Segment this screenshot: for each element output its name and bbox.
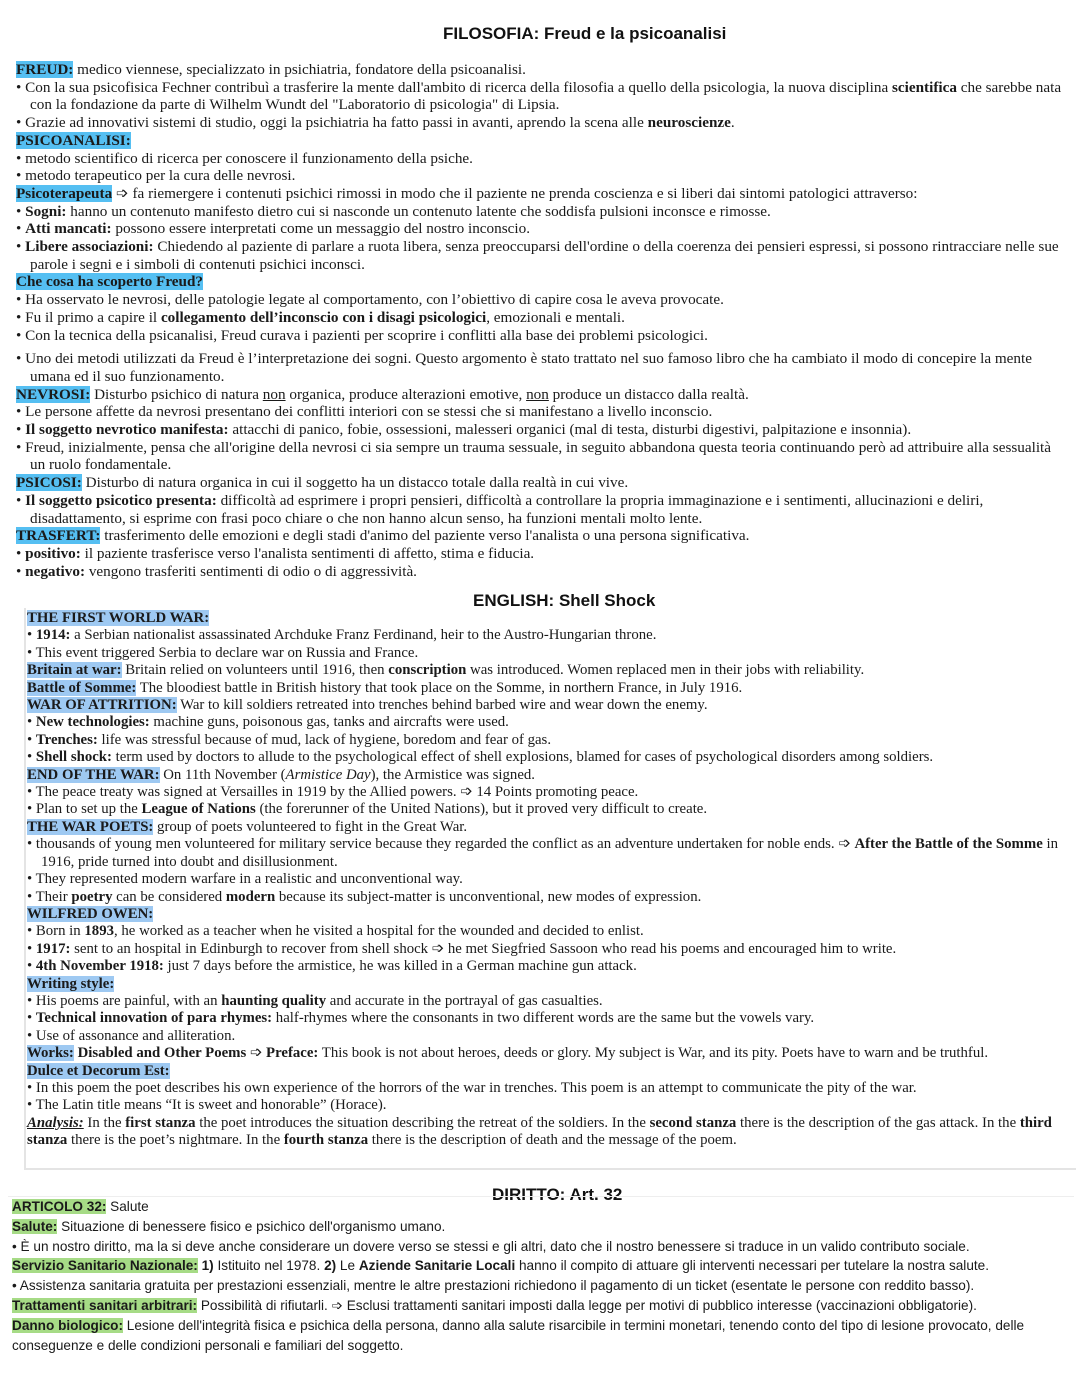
poets-paragraph: [27, 819, 1064, 836]
danno-paragraph: [12, 1316, 1068, 1356]
diritto-title: DIRITTO: Art. 32: [492, 1185, 623, 1204]
owen-b2-text: sent to an hospital in Edinburgh to recover from shell shock ➩ he met Siegfried Sassoon who read his poems and encouraged him to write.: [70, 940, 897, 957]
nevrosi-b2-text: attacchi di panico, fobie, ossessioni, malesseri organici (mal di testa, disturbi digestivi, palpitazione e insonnia).: [228, 421, 912, 439]
analysis-label: Analysis:: [27, 1114, 84, 1131]
end-b2-end: (the forerunner of the United Nations), but it proved very difficult to create.: [255, 801, 708, 818]
english-section: [27, 610, 1064, 1150]
scoperta-b2-text: Fu il primo a capire il: [25, 308, 161, 326]
britain-t2: was introduced. Women replaced men in their jobs with reliability.: [466, 662, 865, 679]
attrition-b2-text: life was stressful because of mud, lack of hygiene, boredom and fear of gas.: [97, 731, 552, 748]
trasfert-pos-label: positivo:: [25, 544, 81, 562]
works-paragraph: [27, 1045, 1064, 1062]
attrition-b3-text: term used by doctors to allude to the psychological effect of shell explosions, blamed for cases of psychological disorders among soldiers.: [111, 749, 934, 766]
end-b2-bold: League of Nations: [141, 801, 256, 818]
ww1-b1-bold: 1914:: [35, 627, 71, 644]
scoperta-b1: Ha osservato le nevrosi, delle patologie legate al comportamento, con l’obiettivo di capire cosa le aveva provocate.: [25, 291, 724, 309]
list-item: • This event triggered Serbia to declare war on Russia and France.: [27, 644, 419, 661]
works-bold1: Disabled and Other Poems: [73, 1045, 247, 1062]
ssn-t2: Le: [336, 1258, 359, 1274]
analysis-bold4: fourth stanza: [283, 1132, 369, 1149]
ssn-paragraph: [12, 1256, 1068, 1276]
britain-t1: Britain relied on volunteers until 1916, then: [121, 662, 389, 679]
dulce-b1: In this poem the poet describes his own experience of the horrors of the war in trenches. This poem is an attempt to communicate the pity of the war.: [35, 1079, 917, 1096]
ssn-bold: Aziende Sanitarie Locali: [358, 1258, 516, 1274]
poets-b1-text: thousands of young men volunteered for military service because they regarded the conflict as an adventure undertaken for noble ends. ➩: [35, 836, 855, 853]
poets-b3-end: because its subject-matter is unconventional, new modes of expression.: [275, 888, 702, 905]
ww1-label: THE FIRST WORLD WAR:: [27, 610, 210, 626]
salute-b1: È un nostro diritto, ma la si deve anche considerare un dovere verso se stessi e gli altri, dato che il nostro benessere si traduce in un valido contributo sociale.: [20, 1238, 970, 1254]
psicoanalisi-label: PSICOANALISI:: [16, 131, 131, 149]
list-item: • Libere associazioni: Chiedendo al paziente di parlare a ruota libera, senza preoccuparsi dell'ordine o della coerenza dei pensieri espressi, si possono rintracciare nelle sue parole i segni e i simboli di contenuti psichici inconsci.: [16, 238, 1059, 273]
freud-b1-bold: scientifica: [891, 78, 957, 96]
list-item: • Il soggetto psicotico presenta: difficoltà ad esprimere i propri pensieri, difficoltà a controllare la propria immaginazione e i sentimenti, allucinazioni e deliri, disadattamento, si esprime con frasi poco chiare o che non hanno alcun senso, ha funzioni mentali molto lente.: [16, 491, 984, 527]
list-item: • Ha osservato le nevrosi, delle patologie legate al comportamento, con l’obiettivo di capire cosa le aveva provocate.: [16, 291, 724, 309]
list-item: • New technologies: machine guns, poisonous gas, tanks and aircrafts were used.: [27, 714, 509, 731]
psicosi-label: PSICOSI:: [16, 474, 82, 492]
nevrosi-b3: Freud, inizialmente, pensa che all'origine della nevrosi ci sia sempre un trauma sessuale, in seguito abbandona questa teoria continuando però ad attribuire alla sessualità un ruolo fondamentale.: [25, 438, 1051, 474]
style-b1-bold: haunting quality: [221, 992, 327, 1009]
list-item: • Use of assonance and alliteration.: [27, 1027, 236, 1044]
psicosi-paragraph: [16, 474, 1066, 492]
list-item: • The Latin title means “It is sweet and honorable” (Horace).: [27, 1097, 387, 1114]
poets-b3-mid: can be considered: [112, 888, 226, 905]
psicoanalisi-b2: metodo terapeutico per la cura delle nevrosi.: [25, 167, 296, 185]
list-item: • Technical innovation of para rhymes: half-rhymes where the consonants in two different words are the same but the vowels vary.: [27, 1010, 815, 1027]
trasfert-pos-text: il paziente trasferisce verso l'analista sentimenti di affetto, stima e fiducia.: [80, 544, 535, 562]
dulce-heading: [27, 1063, 1064, 1080]
nevrosi-t1: Disturbo psichico di natura: [90, 385, 263, 403]
freud-b2-text: Grazie ad innovativi sistemi di studio, oggi la psichiatria ha fatto passi in avanti, aprendo la scena alle: [25, 114, 648, 132]
freud-b2-end: .: [730, 114, 735, 132]
poets-text: group of poets volunteered to fight in the Great War.: [153, 818, 468, 835]
articolo-paragraph: [12, 1197, 1068, 1217]
end-italic: Armistice Day: [285, 766, 371, 783]
list-item: • metodo terapeutico per la cura delle nevrosi.: [16, 167, 296, 185]
poets-label: THE WAR POETS:: [27, 818, 154, 835]
trasfert-text: trasferimento delle emozioni e degli stadi d'animo del paziente verso l'analista o una persona significativa.: [100, 527, 750, 545]
trasfert-paragraph: [16, 527, 1066, 545]
articolo-label: ARTICOLO 32:: [12, 1199, 107, 1214]
analysis-t5: there is the description of death and the message of the poem.: [368, 1132, 737, 1149]
scoperta-b2-end: , emozionali e mentali.: [486, 308, 625, 326]
style-b1-text: His poems are painful, with an: [35, 992, 222, 1009]
list-item: • Uno dei metodi utilizzati da Freud è l’interpretazione dei sogni. Questo argomento è stato trattato nel suo famoso libro che ha cambiato il modo di concepire la mente umana ed il suo funzionamento.: [16, 350, 1032, 385]
attrition-paragraph: [27, 697, 1064, 714]
list-item: • They represented modern warfare in a realistic and unconventional way.: [27, 871, 463, 888]
ww1-heading: [27, 610, 1064, 627]
ssn-b1: Assistenza sanitaria gratuita per prestazioni essenziali, mentre le altre prestazioni richiedono il pagamento di un ticket (esentate le persone con reddito basso).: [19, 1278, 975, 1294]
ssn-t1: Istituito nel 1978.: [213, 1258, 325, 1274]
trasfert-neg-text: vengono trasferiti sentimenti di odio o di aggressività.: [85, 562, 417, 580]
owen-b3-bold: 4th November 1918:: [35, 958, 164, 975]
freud-text: medico viennese, specializzato in psichiatria, fondatore della psicoanalisi.: [73, 61, 526, 78]
diritto-section: [12, 1197, 1068, 1355]
works-text: This book is not about heroes, deeds or glory. My subject is War, and its pity. Poets have to warn and be truthful.: [318, 1045, 989, 1062]
analysis-bold3: third stanza: [27, 1114, 1052, 1149]
britain-bold: conscription: [388, 662, 467, 679]
salute-label: Salute:: [12, 1218, 58, 1234]
psicoterapeuta-label: Psicoterapeuta: [16, 184, 113, 202]
freud-label: FREUD:: [16, 61, 74, 78]
psicosi-text: Disturbo di natura organica in cui il soggetto ha un distacco totale dalla realtà in cui vive.: [81, 474, 629, 492]
attrition-b3-bold: Shell shock:: [35, 749, 112, 766]
owen-b1-bold: 1893: [84, 923, 114, 940]
attrition-b1-text: machine guns, poisonous gas, tanks and aircrafts were used.: [149, 714, 509, 731]
end-t1: On 11th November (: [159, 766, 286, 783]
list-item: • È un nostro diritto, ma la si deve anche considerare un dovere verso se stessi e gli altri, dato che il nostro benessere si traduce in un valido contributo sociale.: [12, 1238, 970, 1254]
attrition-b1-bold: New technologies:: [35, 714, 150, 731]
list-item: • Fu il primo a capire il collegamento dell’inconscio con i disagi psicologici, emozionali e mentali.: [16, 308, 625, 326]
style-b3: Use of assonance and alliteration.: [35, 1027, 236, 1044]
list-item: • 4th November 1918: just 7 days before the armistice, he was killed in a German machine gun attack.: [27, 958, 637, 975]
list-item: • The peace treaty was signed at Versailles in 1919 by the Allied powers. ➩ 14 Points promoting peace.: [27, 784, 639, 801]
freud-b1-text-end: che sarebbe nata con la fondazione da parte di Wilhelm Wundt del "Laboratorio di psicologia" di Lipsia.: [30, 78, 1062, 114]
psicosi-b1-bold: Il soggetto psicotico presenta:: [25, 491, 217, 509]
dulce-b2: The Latin title means “It is sweet and honorable” (Horace).: [35, 1097, 387, 1114]
analysis-t4: there is the poet’s nightmare. In the: [67, 1132, 284, 1149]
end-b2-text: Plan to set up the: [35, 801, 142, 818]
list-item: • Trenches: life was stressful because of mud, lack of hygiene, boredom and fear of gas.: [27, 731, 552, 748]
list-item: • Freud, inizialmente, pensa che all'origine della nevrosi ci sia sempre un trauma sessuale, in seguito abbandona questa teoria continuando però ad attribuire alla sessualità un ruolo fondamentale.: [16, 438, 1051, 474]
sogni-label: Sogni:: [25, 202, 67, 220]
nevrosi-b2-bold: Il soggetto nevrotico manifesta:: [25, 421, 229, 439]
english-title: ENGLISH: Shell Shock: [473, 591, 656, 610]
list-item: • 1914: a Serbian nationalist assassinated Archduke Franz Ferdinand, heir to the Austro-Hungarian throne.: [27, 627, 657, 644]
list-item: • Sogni: hanno un contenuto manifesto dietro cui si nasconde un contenuto latente che soddisfa pulsioni inconsce e rimosse.: [16, 202, 771, 220]
works-bold2: Preface:: [266, 1045, 319, 1062]
scoperta-label: Che cosa ha scoperto Freud?: [16, 273, 204, 291]
owen-heading: [27, 906, 1064, 923]
scoperta-heading: [16, 273, 1066, 291]
freud-paragraph: [16, 61, 1066, 79]
trattamenti-label: Trattamenti sanitari arbitrari:: [12, 1297, 198, 1313]
analysis-bold2: second stanza: [649, 1114, 737, 1131]
nevrosi-label: NEVROSI:: [16, 385, 91, 403]
somme-text: The bloodiest battle in British history that took place on the Somme, in northern France, in July 1916.: [136, 679, 743, 696]
articolo-text: Salute: [106, 1199, 149, 1214]
owen-b1-text: Born in: [35, 923, 85, 940]
list-item: • metodo scientifico di ricerca per conoscere il funzionamento della psiche.: [16, 149, 473, 167]
dulce-label: Dulce et Decorum Est:: [27, 1062, 170, 1079]
britain-label: Britain at war:: [27, 662, 122, 679]
end-b1: The peace treaty was signed at Versailles in 1919 by the Allied powers. ➩ 14 Points promoting peace.: [35, 784, 639, 801]
scoperta-b3: Con la tecnica della psicanalisi, Freud curava i pazienti per scoprire i conflitti alla base dei problemi psicologici.: [25, 326, 708, 344]
poets-b1-bold: After the Battle of the Somme: [854, 836, 1043, 853]
list-item: • Assistenza sanitaria gratuita per prestazioni essenziali, mentre le altre prestazioni richiedono il pagamento di un ticket (esentate le persone con reddito basso).: [12, 1278, 975, 1294]
trasfert-label: TRASFERT:: [16, 527, 101, 545]
analysis-bold1: first stanza: [125, 1114, 196, 1131]
owen-b2-bold: 1917:: [35, 940, 71, 957]
libere-label: Libere associazioni:: [25, 238, 154, 256]
attrition-label: WAR OF ATTRITION:: [27, 697, 177, 714]
ww1-b2: This event triggered Serbia to declare war on Russia and France.: [35, 644, 419, 661]
analysis-t3: there is the description of the gas attack. In the: [736, 1114, 1020, 1131]
list-item: • Con la sua psicofisica Fechner contribuì a trasferire la mente dall'ambito di ricerca della filosofia a quello della psicologia, la nuova disciplina scientifica che sarebbe nata con la fondazione da parte di Wilhelm Wundt del "Laboratorio di psicologia" di Lipsia.: [16, 78, 1062, 114]
psicoanalisi-b1: metodo scientifico di ricerca per conoscere il funzionamento della psiche.: [25, 149, 473, 167]
psicosi-b1-text: difficoltà ad esprimere i propri pensieri, difficoltà a controllare la propria immaginazione e i sentimenti, allucinazioni e deliri, disadattamento, si esprime con frasi poco chiare o che non hanno alcun senso, ha funzioni mentali molto lente.: [30, 491, 984, 527]
list-item: • His poems are painful, with an haunting quality and accurate in the portrayal of gas casualties.: [27, 992, 603, 1009]
poets-b3-bold2: modern: [225, 888, 276, 905]
style-b2-bold: Technical innovation of para rhymes:: [35, 1010, 273, 1027]
trattamenti-text: Possibilità di rifiutarli. ➩ Esclusi trattamenti sanitari imposti dalla legge per motivi di pubblico interesse (vaccinazioni obbligatorie).: [197, 1297, 977, 1313]
ww1-b1-text: a Serbian nationalist assassinated Archduke Franz Ferdinand, heir to the Austro-Hungarian throne.: [70, 627, 657, 644]
list-item: • positivo: il paziente trasferisce verso l'analista sentimenti di affetto, stima e fiducia.: [16, 544, 535, 562]
works-label: Works:: [27, 1045, 74, 1062]
attrition-text: War to kill soldiers retreated into trenches behind barbed wire and wear down the enemy.: [176, 697, 708, 714]
works-arrow: ➩: [246, 1045, 267, 1062]
poets-b2: They represented modern warfare in a realistic and unconventional way.: [35, 871, 463, 888]
ssn-label: Servizio Sanitario Nazionale:: [12, 1258, 198, 1274]
list-item: • In this poem the poet describes his own experience of the horrors of the war in trenches. This poem is an attempt to communicate the pity of the war.: [27, 1079, 917, 1096]
trasfert-neg-label: negativo:: [25, 562, 86, 580]
nevrosi-paragraph: [16, 386, 1066, 404]
poets-b1-end: in 1916, pride turned into doubt and disillusionment.: [41, 836, 1058, 870]
owen-b3-text: just 7 days before the armistice, he was killed in a German machine gun attack.: [163, 958, 637, 975]
list-item: • Atti mancati: possono essere interpretati come un messaggio del nostro inconscio.: [16, 220, 530, 238]
scoperta-b4: Uno dei metodi utilizzati da Freud è l’interpretazione dei sogni. Questo argomento è stato trattato nel suo famoso libro che ha cambiato il modo di concepire la mente umana ed il suo funzionamento.: [25, 350, 1032, 385]
somme-paragraph: [27, 680, 1064, 697]
danno-text: Lesione dell'integrità fisica e psichica della persona, danno alla salute risarcibile in termini monetari, tenendo conto del tipo di lesione provocato, delle conseguenze e delle condizioni personali e familiari del soggetto.: [12, 1317, 1025, 1353]
danno-label: Danno biologico:: [12, 1317, 124, 1333]
analysis-t2: the poet introduces the situation describing the retreat of the soldiers. In the: [195, 1114, 650, 1131]
analysis-t1: In the: [83, 1114, 126, 1131]
salute-paragraph: [12, 1217, 1068, 1237]
sogni-text: hanno un contenuto manifesto dietro cui si nasconde un contenuto latente che soddisfa pulsioni inconsce e rimosse.: [66, 202, 771, 220]
atti-label: Atti mancati:: [25, 220, 112, 238]
poets-b3-text: Their: [35, 888, 72, 905]
psicoanalisi-heading: [16, 132, 1066, 150]
psicoterapeuta-text: ➩ fa riemergere i contenuti psichici rimossi in modo che il paziente ne prenda coscienza e si liberi dai sintomi patologici attraverso:: [112, 184, 918, 202]
list-item: • Il soggetto nevrotico manifesta: attacchi di panico, fobie, ossessioni, malesseri organici (mal di testa, disturbi digestivi, palpitazione e insonnia).: [16, 421, 912, 439]
list-item: • 1917: sent to an hospital in Edinburgh to recover from shell shock ➩ he met Siegfried Sassoon who read his poems and encouraged him to write.: [27, 940, 897, 957]
freud-b1-text: Con la sua psicofisica Fechner contribuì a trasferire la mente dall'ambito di ricerca della filosofia a quello della psicologia, la nuova disciplina: [25, 78, 892, 96]
salute-text: Situazione di benessere fisico e psichico dell'organismo umano.: [57, 1218, 446, 1234]
somme-label: Battle of Somme:: [27, 679, 137, 696]
list-item: • Born in 1893, he worked as a teacher when he visited a hospital for the wounded and decided to enlist.: [27, 923, 644, 940]
psicoterapeuta-paragraph: [16, 185, 1066, 203]
style-label: Writing style:: [27, 975, 115, 992]
analysis-paragraph: [27, 1115, 1064, 1150]
end-paragraph: [27, 767, 1064, 784]
list-item: • thousands of young men volunteered for military service because they regarded the conflict as an adventure undertaken for noble ends. ➩ After the Battle of the Somme in 1916, pride turned into doubt and disillusionment.: [27, 836, 1058, 870]
list-item: • Plan to set up the League of Nations (the forerunner of the United Nations), but it proved very difficult to create.: [27, 801, 708, 818]
scoperta-b2-bold: collegamento dell’inconscio con i disagi psicologici: [160, 308, 487, 326]
nevrosi-t2: organica, produce alterazioni emotive,: [285, 385, 527, 403]
nevrosi-non2: non: [526, 385, 549, 403]
list-item: • negativo: vengono trasferiti sentimenti di odio o di aggressività.: [16, 562, 417, 580]
list-item: • Their poetry can be considered modern because its subject-matter is unconventional, new modes of expression.: [27, 888, 702, 905]
owen-label: WILFRED OWEN:: [27, 905, 154, 922]
end-label: END OF THE WAR:: [27, 766, 160, 783]
list-item: • Le persone affette da nevrosi presentano dei conflitti interiori con se stessi che si manifestano a livello inconscio.: [16, 403, 713, 421]
filosofia-section: [16, 61, 1066, 580]
poets-b3-bold1: poetry: [71, 888, 113, 905]
nevrosi-b1: Le persone affette da nevrosi presentano dei conflitti interiori con se stessi che si manifestano a livello inconscio.: [25, 403, 713, 421]
style-heading: [27, 976, 1064, 993]
list-item: • Con la tecnica della psicanalisi, Freud curava i pazienti per scoprire i conflitti alla base dei problemi psicologici.: [16, 326, 708, 344]
ssn-n1: 1): [197, 1258, 214, 1274]
britain-paragraph: [27, 662, 1064, 679]
list-item: • Grazie ad innovativi sistemi di studio, oggi la psichiatria ha fatto passi in avanti, aprendo la scena alle neuroscienze.: [16, 114, 735, 132]
atti-text: possono essere interpretati come un messaggio del nostro inconscio.: [111, 220, 530, 238]
freud-b2-bold: neuroscienze: [647, 114, 731, 132]
end-t2: ), the Armistice was signed.: [370, 766, 535, 783]
owen-b1-end: , he worked as a teacher when he visited a hospital for the wounded and decided to enlist.: [114, 923, 644, 940]
list-item: • Shell shock: term used by doctors to allude to the psychological effect of shell explosions, blamed for cases of psychological disorders among soldiers.: [27, 749, 934, 766]
trattamenti-paragraph: [12, 1296, 1068, 1316]
nevrosi-t3: produce un distacco dalla realtà.: [548, 385, 749, 403]
style-b1-end: and accurate in the portrayal of gas casualties.: [326, 992, 603, 1009]
nevrosi-non1: non: [262, 385, 286, 403]
style-b2-text: half-rhymes where the consonants in two different words are the same but the vowels vary.: [272, 1010, 815, 1027]
filosofia-title: FILOSOFIA: Freud e la psicoanalisi: [443, 24, 727, 43]
ssn-n2: 2): [324, 1258, 337, 1274]
ssn-t3: hanno il compito di attuare gli interventi necessari per tutelare la nostra salute.: [515, 1258, 989, 1274]
attrition-b2-bold: Trenches:: [35, 731, 98, 748]
libere-text: Chiedendo al paziente di parlare a ruota libera, senza preoccuparsi dell'ordine o della coerenza dei pensieri espressi, si possono rintracciare nelle sue parole i segni e i simboli di contenuti psichici inconsci.: [30, 238, 1059, 273]
